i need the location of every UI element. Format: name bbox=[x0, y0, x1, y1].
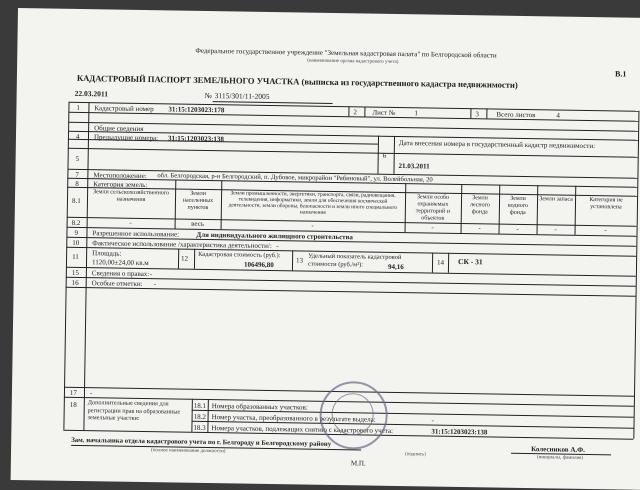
row-number: 17 bbox=[69, 388, 78, 397]
document-number-label: № bbox=[204, 90, 212, 101]
document-date: 22.03.2011 bbox=[74, 88, 109, 99]
land-category-header: Земли особо охраняемых территорий и объектов bbox=[415, 194, 450, 222]
document-number: 3115/301/11-2005 bbox=[214, 91, 270, 101]
row-number: 8 bbox=[75, 179, 79, 188]
land-category-value: - bbox=[554, 225, 557, 234]
row-number: 13 bbox=[296, 256, 304, 265]
row-number: 7 bbox=[75, 170, 79, 179]
land-category-value: - bbox=[478, 224, 481, 233]
previous-numbers-value: 31:15:1203023:138 bbox=[167, 134, 225, 144]
permitted-use-value: Для индивидуального жилищного строительства bbox=[196, 230, 354, 242]
signature-note: (подпись) bbox=[404, 452, 426, 458]
position-note: (полное наименование должности) bbox=[151, 448, 226, 455]
rights-info-label: Сведения о правах: bbox=[91, 269, 150, 279]
formed-plots-label: Номера образованных участков: bbox=[211, 402, 308, 412]
land-category-header: Земли сельскохозяйственного назначения bbox=[93, 189, 170, 204]
row-number: 4 bbox=[75, 132, 80, 141]
passport-table bbox=[18, 8, 640, 18]
removed-plots-label: Номера участков, подлежащих снятию с кадастрового учета: bbox=[211, 424, 394, 435]
row-number: 18.3 bbox=[193, 423, 206, 432]
location-label: Местоположение: bbox=[93, 171, 147, 181]
land-category-header: Земли водного фонда bbox=[507, 195, 529, 217]
signatory-position: Зам. начальника отдела кадастрового учета по г. Белгороду и Белгородскому району bbox=[71, 436, 332, 448]
area-value: 1120,00±24,00 кв.м bbox=[91, 258, 149, 268]
general-info-heading: Общие сведения bbox=[94, 124, 144, 133]
row-number: 5 bbox=[75, 154, 80, 163]
land-category-header: Земли лесного фонда bbox=[469, 195, 491, 216]
land-category-value: - bbox=[431, 223, 434, 232]
row-number: 9 bbox=[74, 228, 79, 237]
area-label: Площадь: bbox=[92, 249, 122, 258]
row-number: 6 bbox=[382, 151, 387, 160]
cadastral-number-label: Кадастровый номер bbox=[94, 104, 154, 114]
permitted-use-label: Разрешенное использование: bbox=[92, 229, 180, 239]
special-notes-value: - bbox=[153, 280, 157, 289]
cadastral-passport-sheet bbox=[11, 8, 640, 490]
specific-cost-value: 94,16 bbox=[387, 262, 404, 272]
sheet-number-value: 1 bbox=[414, 109, 418, 118]
row-number: 1 bbox=[76, 103, 80, 112]
cost-code: СК - 31 bbox=[458, 256, 483, 267]
signatory-name: Колесников А.Ф. bbox=[531, 445, 585, 454]
row-number: 11 bbox=[72, 252, 79, 261]
cadastral-cost-label: Кадастровая стоимость (руб.): bbox=[198, 250, 281, 260]
actual-use-value: - bbox=[276, 242, 279, 251]
land-category-value: - bbox=[516, 224, 519, 233]
agency-name: Федеральное государственное учреждение "Земельная кадастровая палата" по Белгородской области bbox=[195, 46, 497, 60]
cadastral-number-value: 31:15:1203023:178 bbox=[168, 105, 225, 115]
agency-note: (наименование органа кадастрового учета) bbox=[307, 58, 399, 65]
official-seal bbox=[319, 381, 388, 450]
rights-info-value: - bbox=[149, 270, 153, 279]
row-number: 2 bbox=[353, 108, 357, 117]
row-number: 3 bbox=[475, 110, 479, 119]
actual-use-label: Фактическое использование /характеристика деятельности/: bbox=[92, 239, 272, 251]
row-number: 15 bbox=[71, 268, 79, 277]
row-number: 18.1 bbox=[193, 401, 207, 411]
name-note: (инициалы, фамилия) bbox=[536, 455, 584, 461]
split-plot-value: - bbox=[431, 416, 434, 425]
special-notes-label: Особые отметки: bbox=[91, 279, 143, 288]
land-category-header: Земли промышленности, энергетики, транспорта, связи, радиовещания, телевидения, информатики, земли для обеспечения космической деятельности, земли обороны, безопасности и земли иного специального назначения bbox=[228, 190, 398, 216]
land-category-header: Земли запаса bbox=[539, 196, 573, 203]
row-number: 12 bbox=[181, 254, 189, 263]
row-number: 14 bbox=[436, 258, 445, 267]
land-category-label: Категория земель: bbox=[93, 180, 148, 190]
split-plot-label: Номер участка, преобразованного в результате выдела: bbox=[211, 413, 376, 424]
land-category-value: весь bbox=[191, 219, 205, 228]
row-number: 8.2 bbox=[71, 218, 81, 228]
row-number: 18 bbox=[69, 400, 77, 409]
land-category-header: Земли населенных пунктов bbox=[182, 190, 214, 212]
total-sheets-value: 4 bbox=[556, 111, 560, 120]
row-17-value: - bbox=[89, 389, 93, 398]
land-category-header: Категория не установлена bbox=[589, 196, 623, 211]
location-value: обл. Белгородская, р-н Белгородский, п. Дубовое, микрорайон "Рябиновый", ул. Волейбольная, 20 bbox=[157, 172, 433, 184]
removed-plots-value: 31:15:1203023:138 bbox=[431, 427, 488, 437]
row-number: 8.1 bbox=[71, 196, 81, 206]
specific-cost-label: Удельный показатель кадастровой стоимости (руб./м²): bbox=[307, 252, 402, 269]
land-category-value: - bbox=[604, 226, 607, 235]
stamp-mark: М.П. bbox=[350, 459, 366, 468]
number-entry-date-value: 21.03.2011 bbox=[398, 161, 430, 171]
page-title: КАДАСТРОВЫЙ ПАСПОРТ ЗЕМЕЛЬНОГО УЧАСТКА (выписка из государственного кадастра недвижимости) bbox=[76, 72, 518, 90]
form-code: В.1 bbox=[614, 69, 627, 79]
row-number: 18.2 bbox=[193, 412, 206, 422]
row-number: 16 bbox=[71, 278, 79, 287]
land-category-value: - bbox=[311, 221, 314, 230]
total-sheets-label: Всего листов bbox=[496, 110, 536, 120]
cadastral-cost-value: 106496,80 bbox=[243, 260, 274, 270]
previous-numbers-label: Предыдущие номера: bbox=[93, 133, 159, 143]
number-entry-date-label: Дата внесения номера в государственный кадастр недвижимости: bbox=[398, 139, 596, 151]
additional-info-label: Дополнительные сведения для регистрации прав на образованные земельные участки: bbox=[87, 399, 181, 422]
land-category-value: - bbox=[129, 218, 132, 227]
row-number: 10 bbox=[72, 238, 80, 247]
sheet-number-label: Лист № bbox=[372, 108, 396, 117]
